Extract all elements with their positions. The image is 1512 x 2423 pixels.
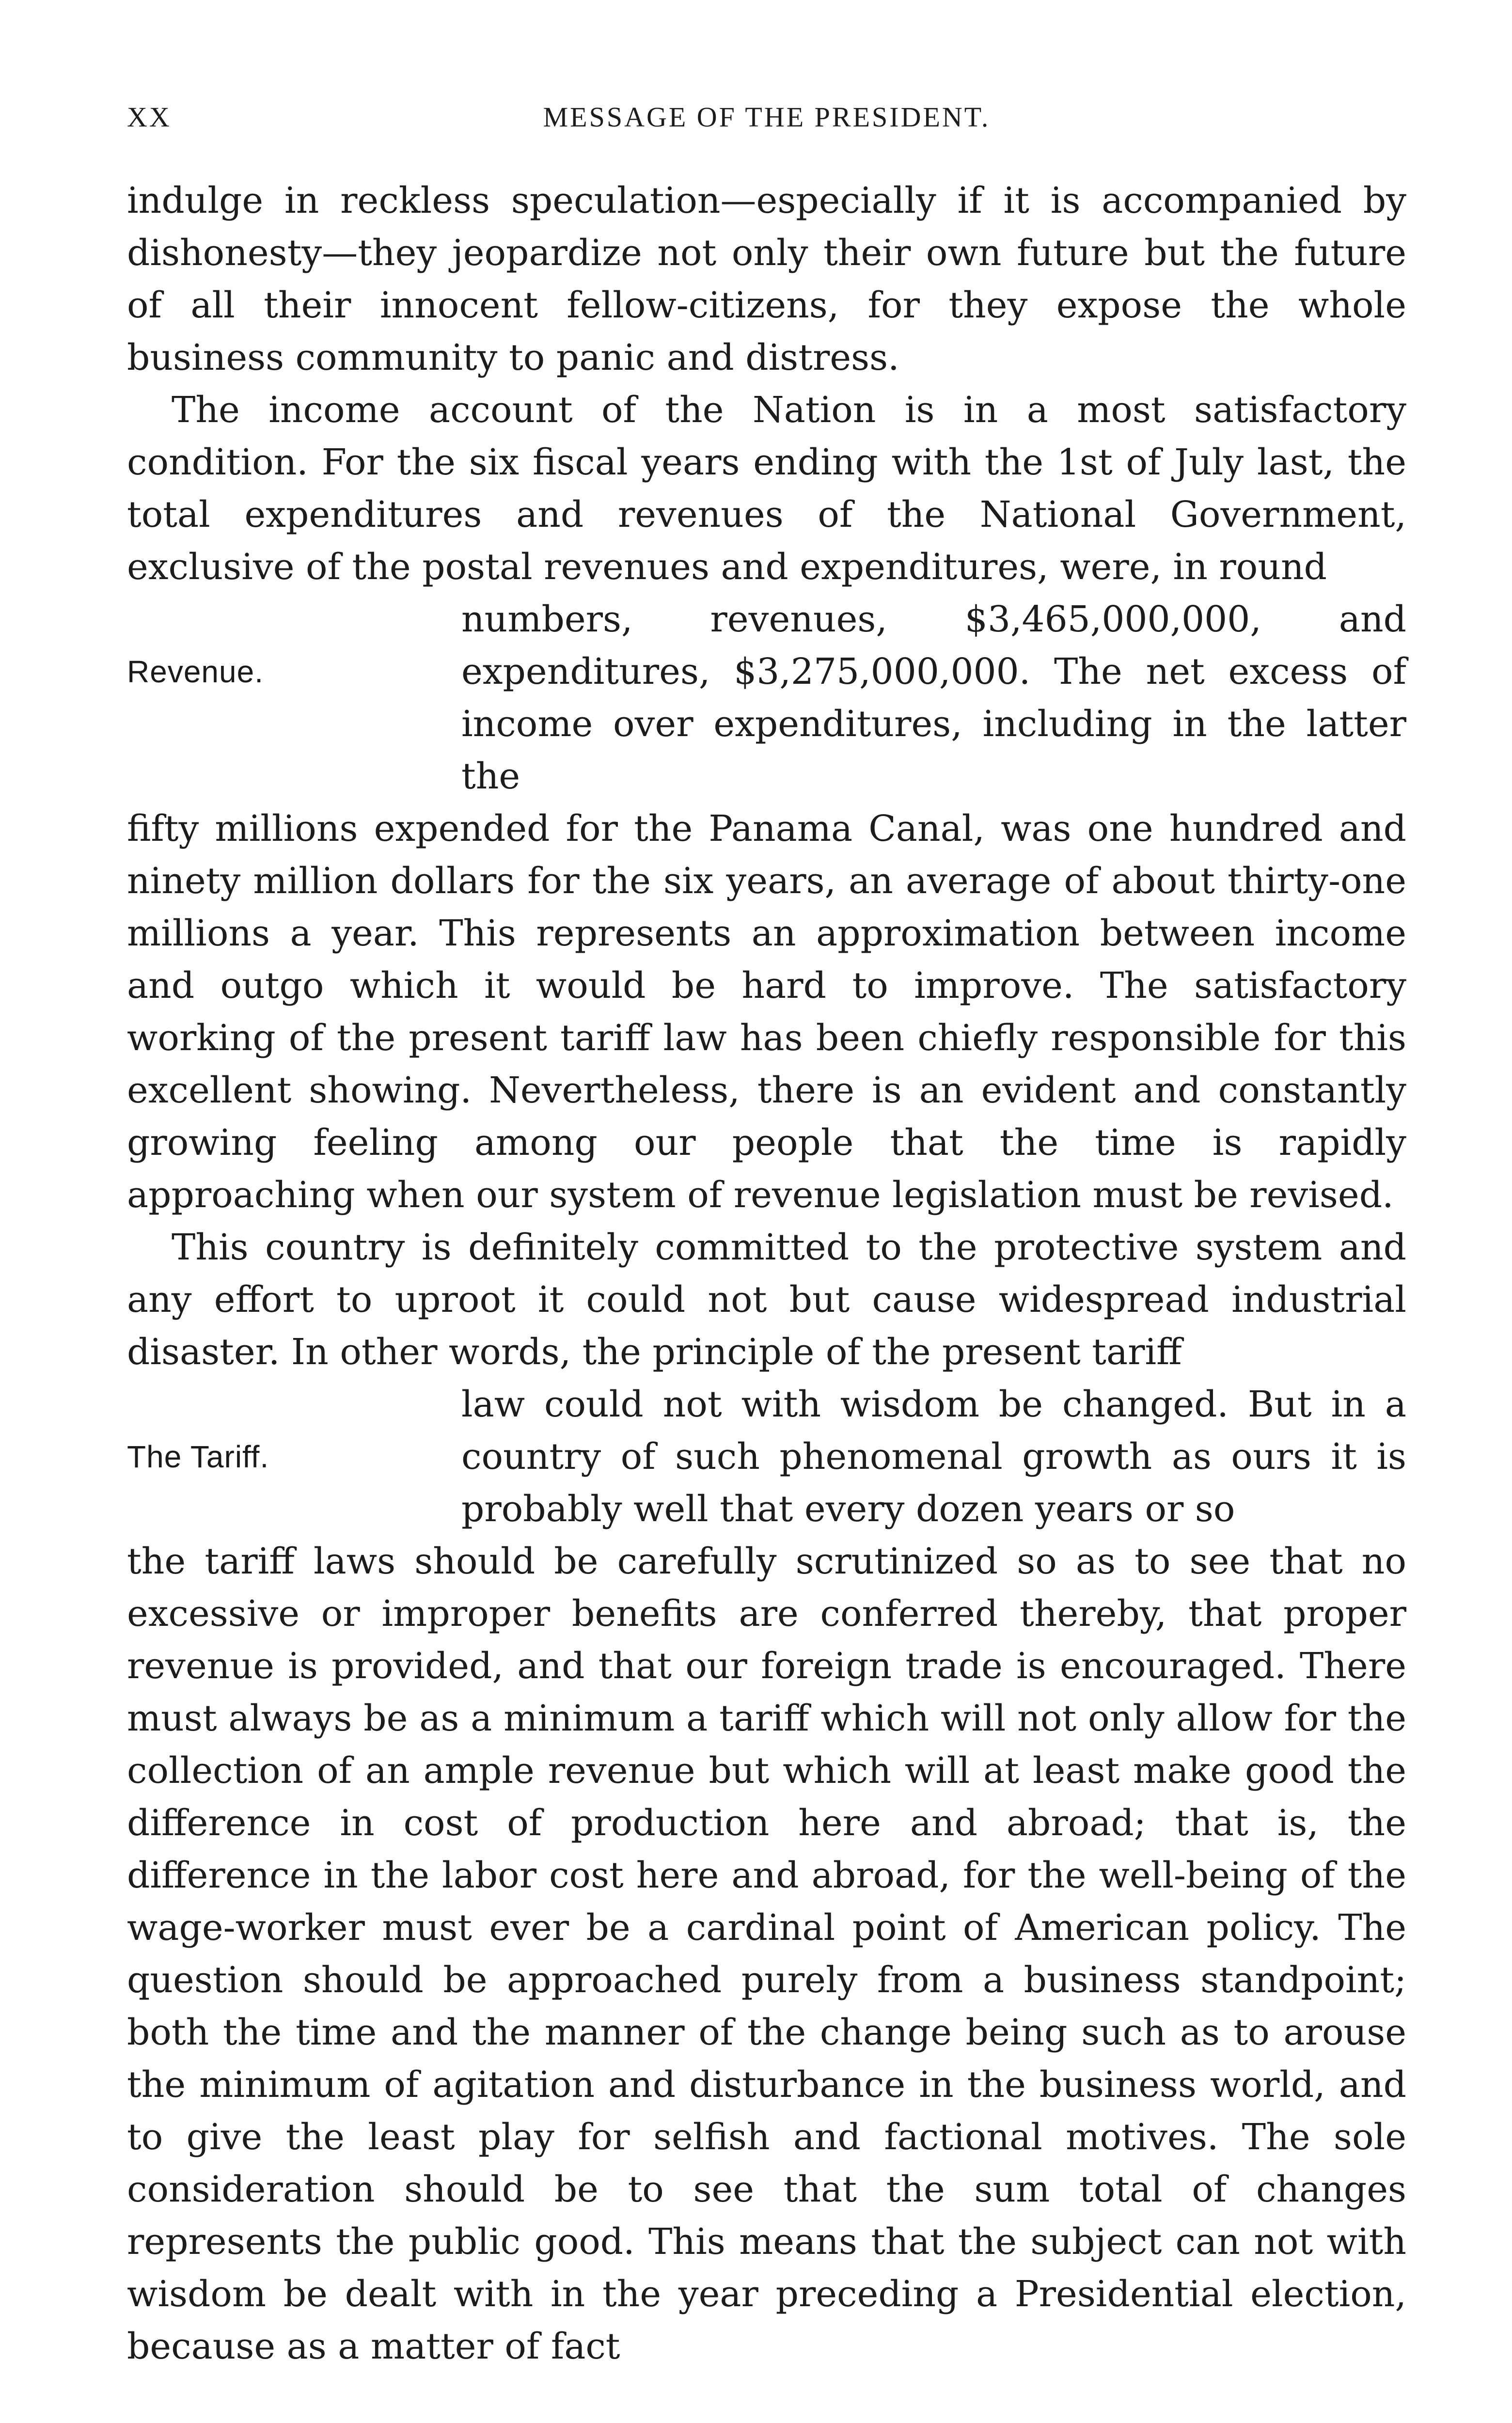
paragraph-income-account-end: fifty millions expended for the Panama Canal, was one hundred and ninety million dollars for the six years, an average of about thirty-one millions a year. This represents an approximation between income and outgo which it would be hard to improve. The satisfactory working of the present tariff law has been chiefly responsible for this excellent showing. Nevertheless, there is an evident and constantly growing feeling among our people that the time is rapidly approaching when our system of revenue legislation must be revised. xyxy=(127,808,1406,1216)
tariff-sidenote-block xyxy=(127,1378,1406,1535)
body-text xyxy=(127,174,1406,2373)
page-number: XX xyxy=(127,101,172,133)
running-title: MESSAGE OF THE PRESIDENT. xyxy=(543,101,991,133)
running-head xyxy=(127,101,1406,149)
paragraph-protective-system-end: the tariff laws should be carefully scrutinized so as to see that no excessive or improper benefits are conferred thereby, that proper revenue is provided, and that our foreign trade is encouraged. There must always be as a minimum a tariff which will not only allow for the collection of an ample revenue but which will at least make good the difference in cost of production here and abroad; that is, the difference in the labor cost here and abroad, for the well-being of the wage-worker must ever be a cardinal point of American policy. The question should be approached purely from a business standpoint; both the time and the manner of the change being such as to arouse the minimum of agitation and disturbance in the business world, and to give the least play for selfish and factional motives. The sole consideration should be to see that the sum total of changes represents the public good. This means that the subject can not with wisdom be dealt with in the year preceding a Presidential election, because as a matter of fact xyxy=(127,1541,1406,2367)
paragraph-income-account-start: The income account of the Nation is in a most satisfactory condition. For the six fiscal years ending with the 1st of July last, the total expenditures and revenues of the National Government, exclusive of the postal revenues and expenditures, were, in round xyxy=(127,389,1406,588)
paragraph-income-account-margin: numbers, revenues, $3,465,000,000, and expenditures, $3,275,000,000. The net excess of income over expenditures, including in the latter the xyxy=(461,598,1406,797)
sidenote-tariff: The Tariff. xyxy=(127,1439,269,1474)
paragraph-protective-system-margin: law could not with wisdom be changed. But in a country of such phenomenal growth as ours it is probably well that every dozen years or so xyxy=(461,1384,1406,1530)
paragraph-speculation: indulge in reckless speculation—especially if it is accompanied by dishonesty—they jeopardize not only their own future but the future of all their innocent fellow-citizens, for they expose the whole business community to panic and distress. xyxy=(127,180,1406,378)
revenue-sidenote-block xyxy=(127,593,1406,802)
sidenote-revenue: Revenue. xyxy=(127,654,264,689)
paragraph-protective-system-start: This country is definitely committed to the protective system and any effort to uproot it could not but cause widespread industrial disaster. In other words, the principle of the present tariff xyxy=(127,1227,1406,1373)
